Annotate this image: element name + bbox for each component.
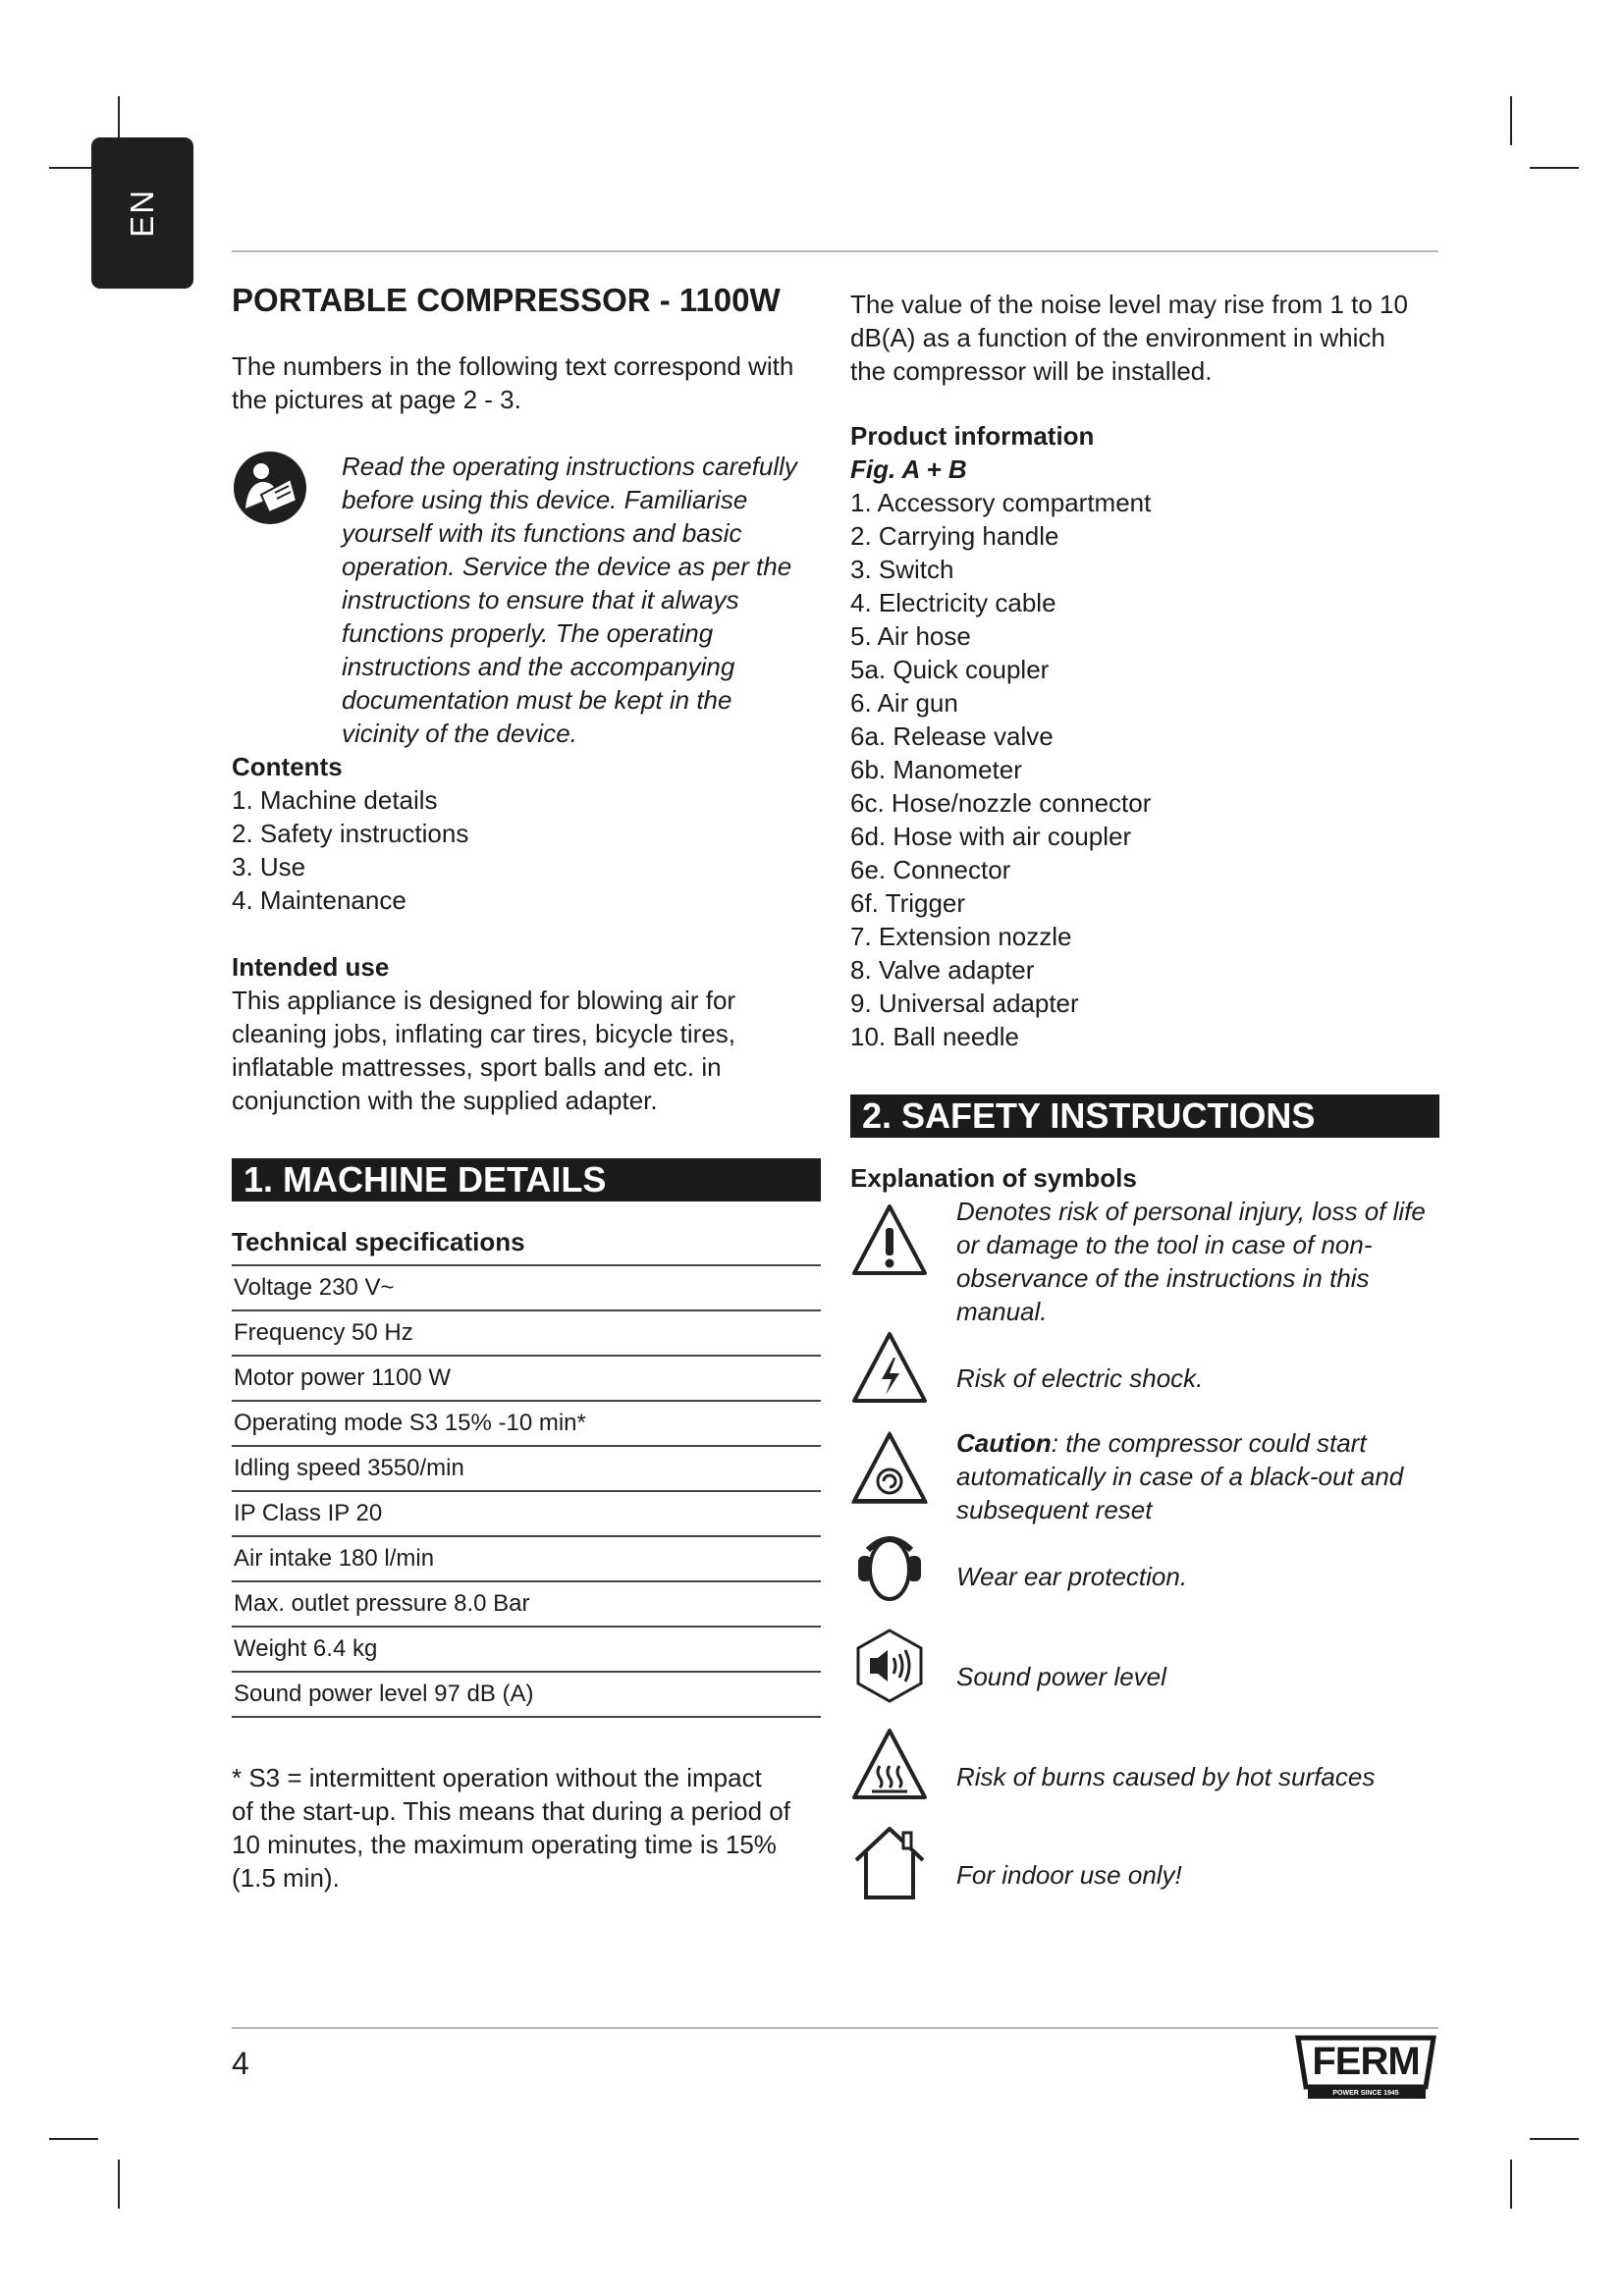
parts-list <box>850 486 1439 1053</box>
contents-item: 1. Machine details <box>232 785 438 815</box>
product-info-heading: Product information <box>850 421 1095 451</box>
auto-start-warning-icon <box>850 1428 929 1507</box>
part-item: 3. Switch <box>850 555 954 584</box>
electric-shock-icon <box>850 1328 929 1407</box>
part-item: 9. Universal adapter <box>850 988 1079 1018</box>
part-item: 4. Electricity cable <box>850 588 1056 617</box>
contents-list <box>232 783 821 917</box>
page-title: PORTABLE COMPRESSOR - 1100W <box>232 282 781 318</box>
contents-heading: Contents <box>232 752 343 781</box>
read-line: documentation must be kept in the <box>342 685 732 715</box>
read-instructions-block <box>232 450 821 750</box>
spec-table <box>232 1264 821 1718</box>
sound-power-icon <box>850 1627 929 1705</box>
crop-mark <box>1530 167 1579 169</box>
symbol-line: manual. <box>956 1297 1048 1326</box>
section-heading-machine-details: 1. MACHINE DETAILS <box>232 1158 821 1201</box>
footnote <box>232 1761 821 1895</box>
crop-mark <box>49 2138 98 2140</box>
intro-line: The numbers in the following text correspond with <box>232 351 794 381</box>
symbol-line: or damage to the tool in case of non- <box>956 1230 1373 1259</box>
contents-item: 2. Safety instructions <box>232 819 469 848</box>
intro <box>232 349 821 416</box>
part-item: 8. Valve adapter <box>850 955 1035 985</box>
spec-row: Voltage 230 V~ <box>232 1264 821 1309</box>
read-line: vicinity of the device. <box>342 719 577 748</box>
symbol-line: automatically in case of a black-out and <box>956 1462 1404 1491</box>
crop-mark <box>1510 96 1512 145</box>
logo-text: FERM <box>1312 2040 1420 2083</box>
symbol-sound-text: Sound power level <box>956 1662 1166 1691</box>
symbols-list <box>850 1195 1439 1890</box>
part-item: 6c. Hose/nozzle connector <box>850 788 1152 818</box>
symbol-shock-text: Risk of electric shock. <box>956 1363 1204 1393</box>
footnote-line: 10 minutes, the maximum operating time is 15% <box>232 1830 777 1859</box>
read-line: operation. Service the device as per the <box>342 552 792 581</box>
spec-row: Weight 6.4 kg <box>232 1626 821 1671</box>
spec-row: Max. outlet pressure 8.0 Bar <box>232 1580 821 1626</box>
part-item: 6. Air gun <box>850 688 958 718</box>
footnote-line: (1.5 min). <box>232 1863 340 1893</box>
part-item: 10. Ball needle <box>850 1022 1020 1051</box>
symbol-injury-text <box>956 1195 1426 1328</box>
intended-use-heading: Intended use <box>232 952 390 982</box>
page-number: 4 <box>232 2046 249 2081</box>
symbol-line: : the compressor could start <box>1051 1428 1367 1458</box>
bottom-rule <box>232 2027 1438 2029</box>
spec-row: Motor power 1100 W <box>232 1355 821 1400</box>
part-item: 6a. Release valve <box>850 721 1054 751</box>
symbol-burn-text: Risk of burns caused by hot surfaces <box>956 1762 1376 1791</box>
ferm-logo <box>1294 2032 1437 2101</box>
symbols-heading: Explanation of symbols <box>850 1163 1137 1193</box>
language-tab <box>91 137 193 289</box>
part-item: 6b. Manometer <box>850 755 1022 784</box>
tech-spec-heading: Technical specifications <box>232 1227 525 1256</box>
spec-row: Air intake 180 l/min <box>232 1535 821 1580</box>
intended-line: cleaning jobs, inflating car tires, bicycle tires, <box>232 1019 736 1048</box>
noise-line: dB(A) as a function of the environment in which <box>850 323 1385 352</box>
symbol-ear-text: Wear ear protection. <box>956 1562 1188 1591</box>
read-line: instructions to ensure that it always <box>342 585 739 614</box>
part-item: 7. Extension nozzle <box>850 922 1072 951</box>
indoor-house-icon <box>850 1823 929 1901</box>
crop-mark <box>118 2160 120 2209</box>
logo-tagline: POWER SINCE 1945 <box>1332 2090 1399 2097</box>
figure-reference: Fig. A + B <box>850 454 967 484</box>
read-line: Read the operating instructions carefully <box>342 452 797 481</box>
read-instructions-text <box>342 450 797 750</box>
intended-line: conjunction with the supplied adapter. <box>232 1086 658 1115</box>
read-manual-icon <box>232 450 308 526</box>
spec-row: Sound power level 97 dB (A) <box>232 1671 821 1718</box>
part-item: 1. Accessory compartment <box>850 488 1152 517</box>
crop-mark <box>1530 2138 1579 2140</box>
intended-line: This appliance is designed for blowing air for <box>232 986 736 1015</box>
part-item: 6e. Connector <box>850 855 1011 884</box>
spec-row: IP Class IP 20 <box>232 1490 821 1535</box>
part-item: 6d. Hose with air coupler <box>850 822 1132 851</box>
left-column <box>232 281 821 1895</box>
symbol-line: subsequent reset <box>956 1495 1153 1524</box>
part-item: 2. Carrying handle <box>850 521 1059 551</box>
hot-surface-icon <box>850 1725 929 1803</box>
contents-item: 4. Maintenance <box>232 885 406 915</box>
warning-triangle-icon <box>850 1201 929 1279</box>
noise-line: the compressor will be installed. <box>850 356 1213 386</box>
spec-row: Operating mode S3 15% -10 min* <box>232 1400 821 1445</box>
intended-line: inflatable mattresses, sport balls and etc. in <box>232 1052 722 1082</box>
footnote-line: * S3 = intermittent operation without the impact <box>232 1763 762 1792</box>
spec-row: Frequency 50 Hz <box>232 1309 821 1355</box>
section-heading-safety-instructions: 2. SAFETY INSTRUCTIONS <box>850 1095 1439 1138</box>
symbol-line: observance of the instructions in this <box>956 1263 1370 1293</box>
top-rule <box>232 250 1438 252</box>
symbol-indoor-text: For indoor use only! <box>956 1860 1182 1890</box>
read-line: instructions and the accompanying <box>342 652 735 681</box>
noise-line: The value of the noise level may rise from 1 to 10 <box>850 290 1408 319</box>
ear-protection-icon <box>850 1528 929 1607</box>
language-code: EN <box>124 188 160 238</box>
part-item: 5a. Quick coupler <box>850 655 1050 684</box>
part-item: 6f. Trigger <box>850 888 966 918</box>
right-column <box>850 288 1439 1890</box>
contents-item: 3. Use <box>232 852 306 881</box>
read-line: yourself with its functions and basic <box>342 518 742 548</box>
symbol-caution-text <box>956 1426 1403 1526</box>
intro-line: the pictures at page 2 - 3. <box>232 385 521 414</box>
part-item: 5. Air hose <box>850 621 971 651</box>
read-line: functions properly. The operating <box>342 618 714 648</box>
footnote-line: of the start-up. This means that during a period of <box>232 1796 790 1826</box>
symbol-line: Denotes risk of personal injury, loss of life <box>956 1197 1426 1226</box>
spec-row: Idling speed 3550/min <box>232 1445 821 1490</box>
caution-label: Caution <box>956 1428 1052 1458</box>
crop-mark <box>1510 2160 1512 2209</box>
read-line: before using this device. Familiarise <box>342 485 748 514</box>
